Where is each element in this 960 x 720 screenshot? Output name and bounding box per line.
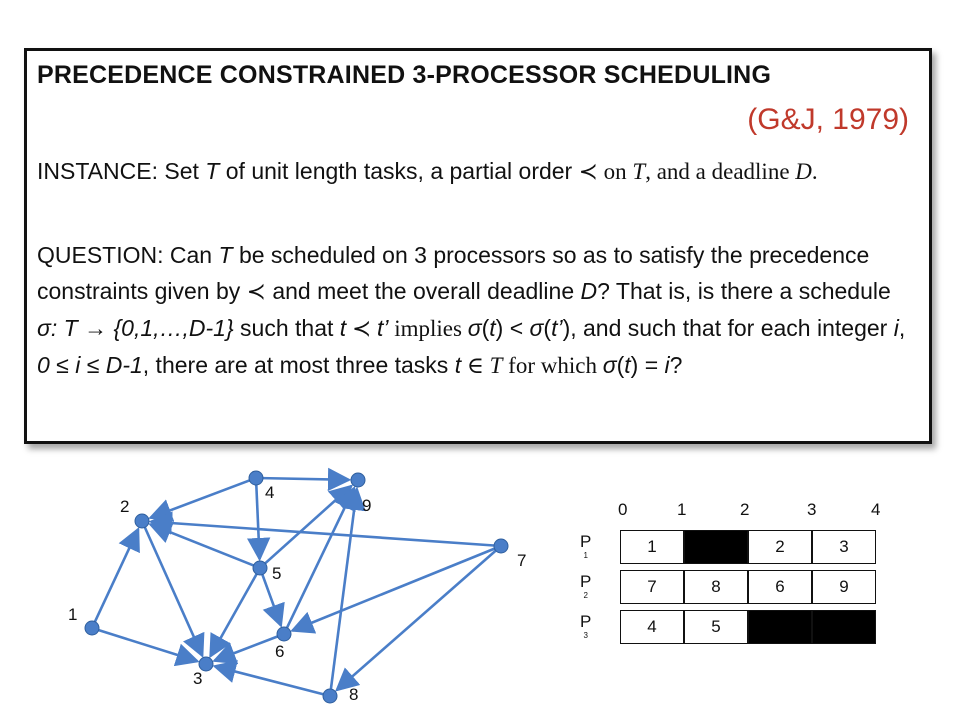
edge-6-3 — [214, 637, 277, 661]
node-label-5: 5 — [272, 564, 282, 583]
question-symbol: σ: T → {0,1,…,D-1} — [37, 315, 234, 341]
instance-symbol: T — [205, 158, 220, 184]
schedule-cell-p1-t2: 2 — [748, 530, 812, 564]
processor-subscript: 1 — [583, 551, 588, 560]
question-text: ? — [669, 352, 683, 378]
question-symbol: i — [664, 352, 670, 378]
edge-6-9 — [287, 488, 354, 628]
question-symbol: t — [624, 352, 631, 378]
time-label-4: 4 — [871, 500, 881, 519]
processor-subscript: 3 — [583, 631, 588, 640]
node-9 — [351, 473, 365, 487]
question-symbol: t — [339, 315, 347, 341]
question-symbol: ≺ — [346, 316, 377, 341]
question-symbol: σ — [467, 315, 482, 341]
question-text: ? That is, is there a schedule — [597, 278, 891, 304]
edge-2-3 — [145, 527, 202, 655]
node-label-8: 8 — [349, 685, 359, 704]
schedule-cell-p1-t0: 1 — [620, 530, 684, 564]
node-label-9: 9 — [362, 496, 372, 515]
title: PRECEDENCE CONSTRAINED 3-PROCESSOR SCHEDULING — [37, 61, 772, 89]
schedule-cell-p2-t1: 8 — [684, 570, 748, 604]
instance-text: of unit length tasks, a partial order — [219, 158, 579, 184]
node-label-4: 4 — [265, 483, 275, 502]
question-symbol: ∈ — [461, 353, 490, 378]
question-symbol: D — [580, 278, 598, 304]
edge-5-2 — [150, 524, 253, 565]
question-text: ( — [543, 315, 552, 341]
instance-text: . — [811, 159, 818, 184]
question-symbol: t’ — [551, 315, 563, 341]
schedule-cell-p2-t0: 7 — [620, 570, 684, 604]
processor-letter: P — [580, 532, 592, 551]
processor-subscript: 2 — [583, 591, 588, 600]
schedule-cell-p2-t3: 9 — [812, 570, 876, 604]
instance-text: on — [597, 159, 633, 184]
edge-7-8 — [337, 551, 496, 690]
citation: (G&J, 1979) — [747, 103, 909, 136]
question-paragraph — [37, 237, 907, 384]
schedule-cell-p3-t1: 5 — [684, 610, 748, 644]
processor-letter: P — [580, 612, 592, 631]
edge-8-9 — [331, 489, 357, 689]
question-symbol: t’ — [376, 315, 389, 341]
edge-4-9 — [263, 478, 349, 480]
time-label-2: 2 — [740, 500, 750, 519]
question-text: ) = — [630, 352, 665, 378]
question-symbol: T — [489, 353, 503, 378]
node-6 — [277, 627, 291, 641]
processor-label-2 — [580, 573, 591, 601]
edge-8-3 — [215, 666, 324, 694]
instance-paragraph — [37, 153, 907, 190]
question-text: for which — [502, 353, 603, 378]
schedule-cell-p1-t1 — [684, 530, 748, 564]
processor-label-1 — [580, 533, 591, 561]
node-label-3: 3 — [193, 669, 203, 688]
problem-box — [24, 48, 932, 444]
question-text: and meet the overall deadline — [265, 278, 581, 304]
question-text: ( — [616, 352, 625, 378]
dag-diagram — [0, 460, 560, 720]
question-symbol: t — [454, 352, 462, 378]
schedule-cell-p3-t3 — [812, 610, 876, 644]
instance-text: Set — [157, 158, 206, 184]
time-label-3: 3 — [807, 500, 817, 519]
node-4 — [249, 471, 263, 485]
edge-4-2 — [150, 480, 249, 517]
question-text: , there are at most three tasks — [142, 352, 455, 378]
time-label-1: 1 — [677, 500, 687, 519]
question-symbol: σ — [529, 315, 544, 341]
instance-symbol: D — [795, 159, 812, 184]
question-text: be scheduled on 3 processors so as to satisfy the precedence constraints given by — [37, 242, 870, 304]
question-text: such that — [233, 315, 340, 341]
question-symbol: 0 ≤ i ≤ D-1 — [37, 352, 143, 378]
node-7 — [494, 539, 508, 553]
question-text: , — [898, 315, 906, 341]
instance-text: , and a deadline — [645, 159, 796, 184]
edge-1-2 — [95, 529, 138, 622]
question-symbol: σ — [602, 352, 617, 378]
node-1 — [85, 621, 99, 635]
node-label-7: 7 — [517, 551, 527, 570]
question-text: ) < — [495, 315, 530, 341]
question-symbol: ≺ — [246, 279, 266, 304]
edge-5-3 — [210, 574, 256, 656]
question-text: ), and such that for each integer — [562, 315, 894, 341]
node-8 — [323, 689, 337, 703]
instance-symbol: ≺ — [578, 159, 598, 184]
edge-7-6 — [292, 549, 494, 631]
schedule-cell-p2-t2: 6 — [748, 570, 812, 604]
time-label-0: 0 — [618, 500, 628, 519]
schedule-table — [580, 496, 900, 716]
schedule-cell-p3-t0: 4 — [620, 610, 684, 644]
node-label-6: 6 — [275, 642, 285, 661]
question-text: ( — [481, 315, 490, 341]
node-5 — [253, 561, 267, 575]
schedule-cell-p1-t3: 3 — [812, 530, 876, 564]
node-label-2: 2 — [120, 497, 130, 516]
instance-symbol: T — [632, 159, 646, 184]
processor-label-3 — [580, 613, 591, 641]
question-symbol: T — [218, 242, 233, 268]
question-text: implies — [388, 316, 468, 341]
question-symbol: t — [489, 315, 496, 341]
instance-label: INSTANCE: — [37, 158, 158, 184]
node-label-1: 1 — [68, 605, 78, 624]
edge-5-9 — [265, 486, 351, 563]
edge-4-5 — [256, 485, 259, 559]
processor-letter: P — [580, 572, 592, 591]
node-2 — [135, 514, 149, 528]
edge-1-3 — [99, 630, 198, 661]
question-text: Can — [163, 242, 219, 268]
schedule-cell-p3-t2 — [748, 610, 812, 644]
edge-7-2 — [151, 522, 494, 546]
question-symbol: i — [893, 315, 899, 341]
question-label: QUESTION: — [37, 242, 164, 268]
